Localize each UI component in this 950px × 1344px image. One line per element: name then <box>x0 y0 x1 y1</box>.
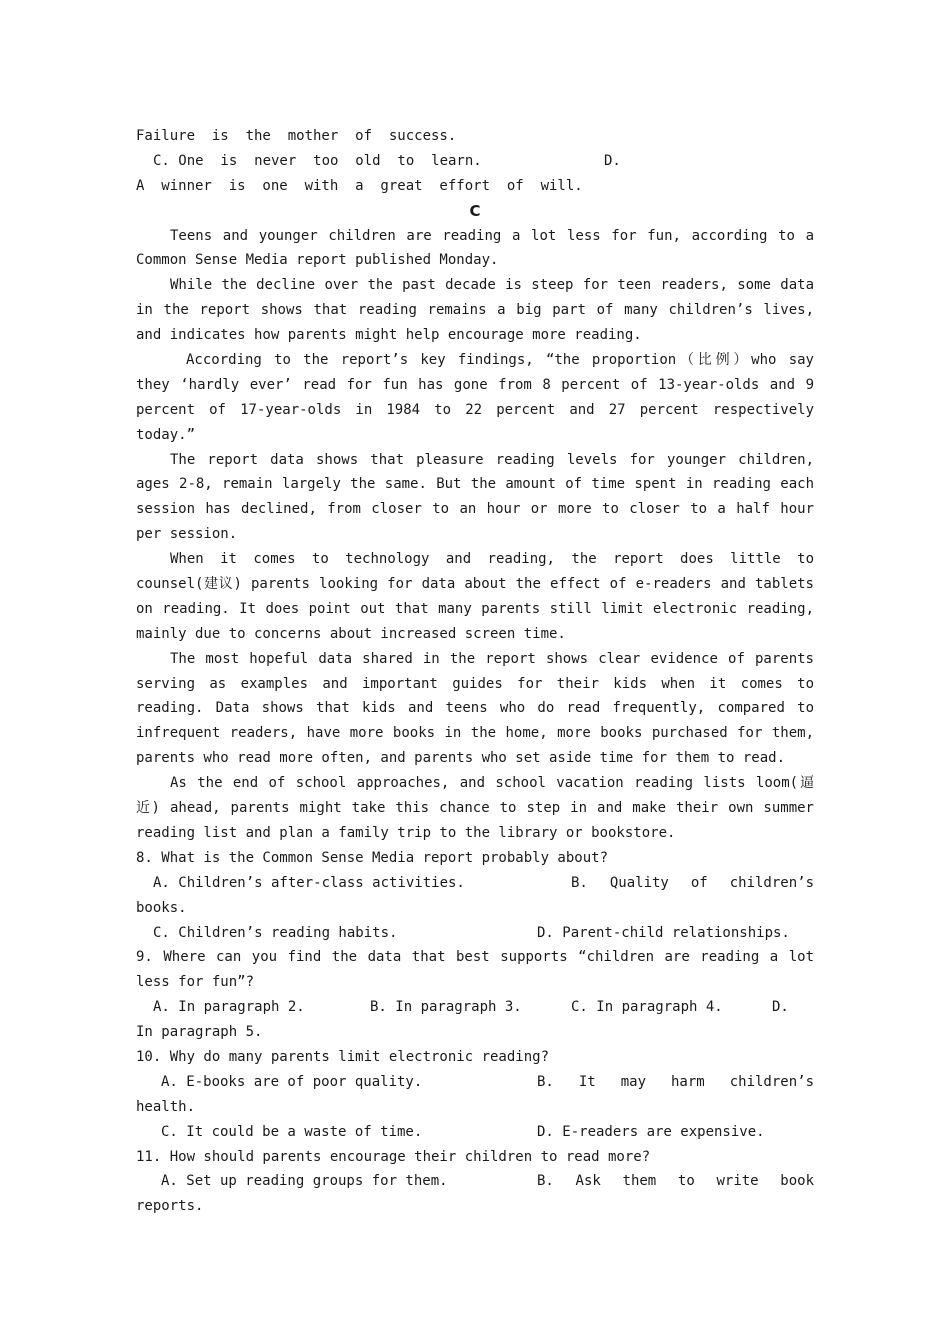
option-b-continued: books. <box>136 899 187 916</box>
passage-line: 近) ahead, parents might take this chance to step in and make their own summer <box>136 800 814 817</box>
passage-line: parents who read more often, and parents who set aside time for them to read. <box>136 750 786 767</box>
option-d: D. E-readers are expensive. <box>537 1123 765 1140</box>
passage-line: reading list and plan a family trip to the library or bookstore. <box>136 824 676 841</box>
passage-line: ages 2-8, remain largely the same. But the amount of time spent in reading each <box>136 476 814 493</box>
passage-line: in the report shows that reading remains a big part of many children’s lives, <box>136 302 814 319</box>
prev-option-c: C. One is never too old to learn. <box>153 152 482 169</box>
question-stem: 9. Where can you find the data that best supports “children are reading a lot <box>136 949 814 966</box>
option-b: B. Quality of children’s <box>571 874 814 891</box>
option-c: C. In paragraph 4. <box>571 999 723 1016</box>
option-b: B. It may harm children’s <box>537 1073 814 1090</box>
option-d: D. Parent-child relationships. <box>537 924 790 941</box>
option-a: A. E-books are of poor quality. <box>161 1073 423 1090</box>
passage-line: Common Sense Media report published Monday. <box>136 252 499 269</box>
option-c: C. It could be a waste of time. <box>161 1123 423 1140</box>
section-label: C <box>469 201 481 220</box>
option-b-continued: health. <box>136 1098 196 1115</box>
option-d: In paragraph 5. <box>136 1024 263 1041</box>
prev-option-d-label: D. <box>604 152 621 169</box>
option-row <box>136 1120 814 1145</box>
passage-line: When it comes to technology and reading, the report does little to <box>170 551 814 568</box>
question-stem: 10. Why do many parents limit electronic reading? <box>136 1048 550 1065</box>
option-row <box>136 995 814 1020</box>
option-d-label: D. <box>772 999 789 1016</box>
passage-line: and indicates how parents might help encourage more reading. <box>136 327 642 344</box>
option-c: C. Children’s reading habits. <box>153 924 398 941</box>
option-b-continued: reports. <box>136 1198 204 1215</box>
passage-line: While the decline over the past decade is steep for teen readers, some data <box>170 277 814 294</box>
question-stem: 11. How should parents encourage their children to read more? <box>136 1148 651 1165</box>
passage-line: today.” <box>136 426 196 443</box>
question-stem-continued: less for fun”? <box>136 974 255 991</box>
option-row <box>136 921 814 946</box>
passage-line: session has declined, from closer to an hour or more to closer to a half hour <box>136 501 814 518</box>
passage-line: The most hopeful data shared in the report shows clear evidence of parents <box>170 650 814 667</box>
option-a: A. Set up reading groups for them. <box>161 1173 448 1190</box>
option-b: B. Ask them to write book <box>537 1173 814 1190</box>
passage-line: per session. <box>136 526 238 543</box>
passage-line: reading. Data shows that kids and teens who do read frequently, compared to <box>136 700 814 717</box>
prev-option-line: Failure is the mother of success. <box>136 128 457 144</box>
option-a: A. Children’s after-class activities. <box>153 874 465 891</box>
passage-line: The report data shows that pleasure reading levels for younger children, <box>170 451 814 468</box>
passage-line: Teens and younger children are reading a lot less for fun, according to a <box>170 227 814 244</box>
passage-line: As the end of school approaches, and school vacation reading lists loom(逼 <box>170 775 814 792</box>
passage-line: on reading. It does point out that many parents still limit electronic reading, <box>136 600 814 617</box>
passage-line: According to the report’s key findings, “the proportion（比例）who say <box>186 352 814 369</box>
prev-option-row <box>136 149 814 174</box>
option-a: A. In paragraph 2. <box>153 999 305 1016</box>
question-stem: 8. What is the Common Sense Media report probably about? <box>136 849 609 866</box>
passage-line: percent of 17-year-olds in 1984 to 22 percent and 27 percent respectively <box>136 401 814 418</box>
passage-line: mainly due to concerns about increased screen time. <box>136 625 566 642</box>
document-page <box>136 124 814 1219</box>
option-row <box>136 871 814 896</box>
option-row <box>136 1070 814 1095</box>
prev-option-line: A winner is one with a great effort of will. <box>136 177 583 194</box>
passage-line: serving as examples and important guides for their kids when it comes to <box>136 675 814 692</box>
passage-line: they ‘hardly ever’ read for fun has gone from 8 percent of 13-year-olds and 9 <box>136 376 814 393</box>
passage-line: infrequent readers, have more books in the home, more books purchased for them, <box>136 725 814 742</box>
option-b: B. In paragraph 3. <box>370 999 522 1016</box>
passage-line: counsel(建议) parents looking for data about the effect of e-readers and tablets <box>136 576 814 593</box>
option-row <box>136 1169 814 1194</box>
